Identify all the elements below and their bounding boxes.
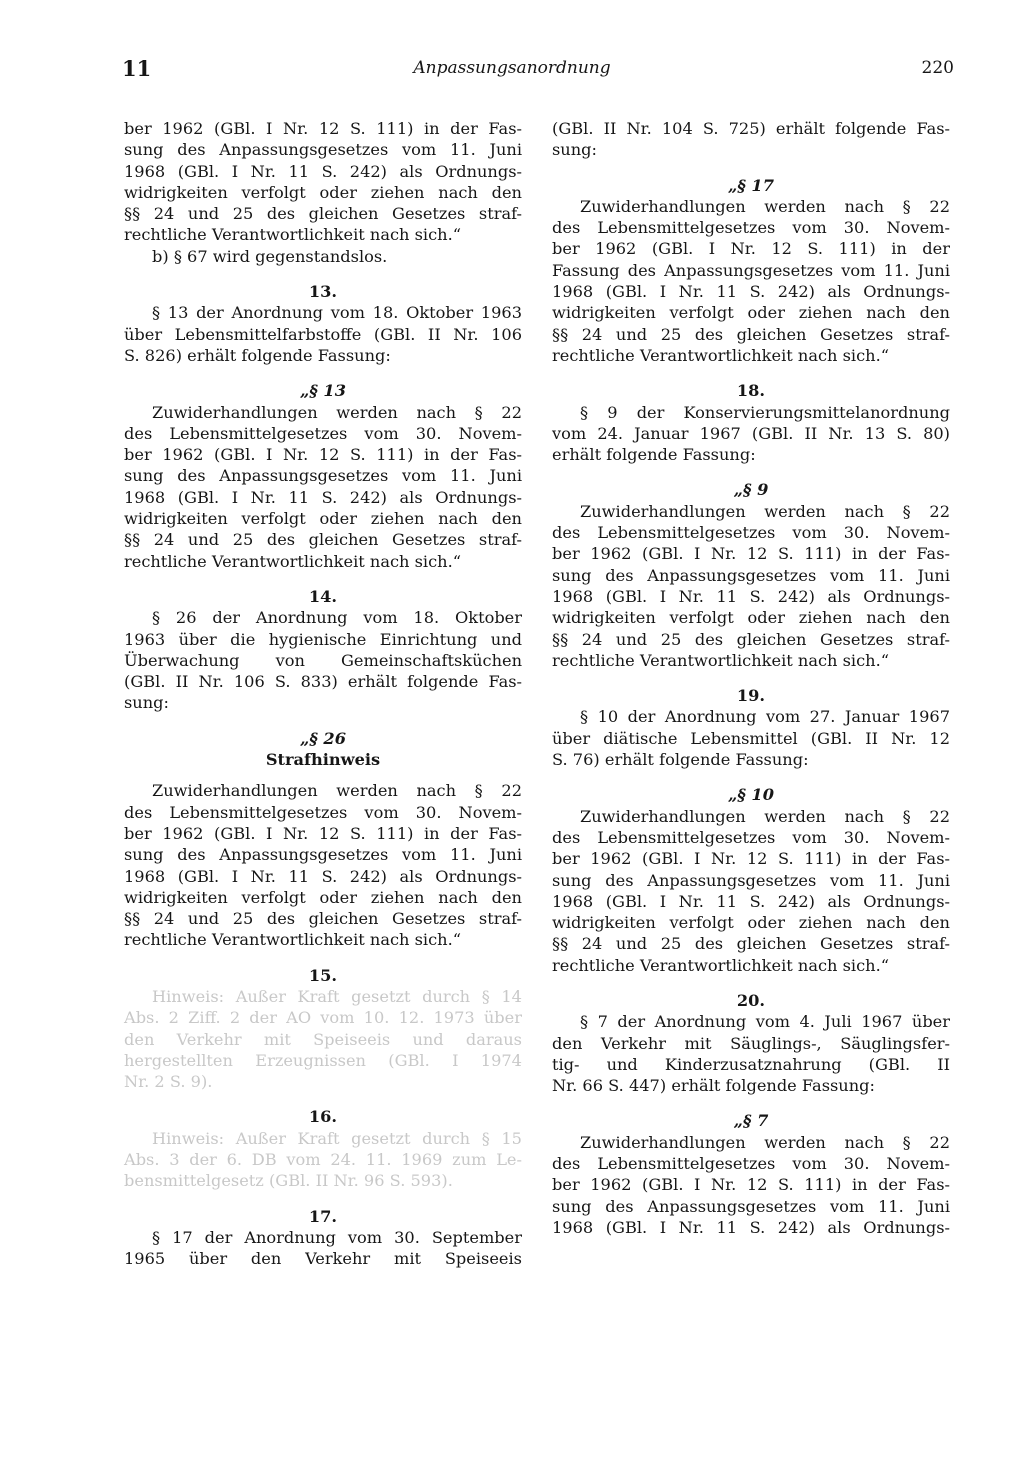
text-line: rechtliche Verantwortlichkeit nach sich.“ [124, 225, 462, 245]
text-line: ber 1962 (GBl. I Nr. 12 S. 111) in der Fas- [124, 119, 522, 138]
text-line: 1965 über den Verkehr mit Speiseeis [124, 1249, 522, 1269]
section-14-heading: „§ 26 [300, 728, 346, 748]
right-column [552, 118, 950, 1238]
text-line: §§ 24 und 25 des gleichen Gesetzes straf- [124, 204, 522, 224]
text-line: §§ 24 und 25 des gleichen Gesetzes straf- [552, 324, 950, 344]
text-line: §§ 24 und 25 des gleichen Gesetzes straf- [552, 629, 950, 649]
text-line: des Lebensmittelgesetzes vom 30. Novem- [124, 423, 522, 443]
text-line: sung des Anpassungsgesetzes vom 11. Juni [552, 870, 950, 890]
running-title: Anpassungsanordnung [413, 58, 611, 78]
section-14-text [124, 607, 522, 713]
text-line: § 9 der Konservierungsmittelanordnung [580, 402, 950, 422]
text-line: § 7 der Anordnung vom 4. Juli 1967 über [580, 1012, 950, 1032]
section-13-text [124, 302, 522, 366]
text-line: widrigkeiten verfolgt oder ziehen nach den [124, 182, 522, 202]
text-line: widrigkeiten verfolgt oder ziehen nach den [124, 509, 522, 529]
text-line: §§ 24 und 25 des gleichen Gesetzes straf- [124, 530, 522, 550]
text-line: widrigkeiten verfolgt oder ziehen nach den [552, 913, 950, 933]
text-line: § 17 der Anordnung vom 30. September [152, 1227, 522, 1247]
text-line: Zuwiderhandlungen werden nach § 22 [580, 501, 950, 521]
text-line: des Lebensmittelgesetzes vom 30. Novem- [552, 218, 950, 238]
section-18-heading: „§ 9 [733, 480, 769, 500]
text-line: ber 1962 (GBl. I Nr. 12 S. 111) in der Fas- [552, 1175, 950, 1195]
text-line: erhält folgende Fassung: [552, 445, 756, 465]
text-line: S. 76) erhält folgende Fassung: [552, 750, 809, 770]
text-line: ber 1962 (GBl. I Nr. 12 S. 111) in der Fas- [552, 544, 950, 564]
text-line: Hinweis: Außer Kraft gesetzt durch § 14 [152, 986, 522, 1006]
page-header [0, 56, 1024, 90]
right-intro [552, 118, 950, 161]
text-line: Zuwiderhandlungen werden nach § 22 [152, 781, 522, 801]
text-line: ber 1962 (GBl. I Nr. 12 S. 111) in der Fas- [124, 445, 522, 465]
intro-paragraph [124, 118, 522, 246]
text-line: sung: [124, 693, 169, 713]
section-14-subheading: Strafhinweis [265, 750, 381, 770]
text-line: sung: [552, 140, 597, 160]
text-line: den Verkehr mit Säuglings-, Säuglingsfer- [552, 1033, 950, 1053]
section-14-body [124, 780, 522, 950]
text-line: §§ 24 und 25 des gleichen Gesetzes straf- [124, 909, 522, 929]
section-16-note [124, 1128, 522, 1192]
section-13-body [124, 402, 522, 572]
text-line: 1968 (GBl. I Nr. 11 S. 242) als Ordnungs- [124, 866, 522, 886]
text-line: §§ 24 und 25 des gleichen Gesetzes straf- [552, 934, 950, 954]
text-line: 1968 (GBl. I Nr. 11 S. 242) als Ordnungs- [124, 161, 522, 181]
section-20-text [552, 1011, 950, 1096]
section-14-number: 14. [308, 586, 338, 606]
chapter-number: 11 [122, 56, 152, 81]
text-line: Zuwiderhandlungen werden nach § 22 [580, 1132, 950, 1152]
text-line: § 26 der Anordnung vom 18. Oktober [152, 608, 522, 628]
section-20-body [552, 1132, 950, 1238]
section-20-heading: „§ 7 [733, 1111, 769, 1131]
text-line: Nr. 2 S. 9). [124, 1072, 213, 1092]
text-line: sung des Anpassungsgesetzes vom 11. Juni [124, 466, 522, 486]
text-line: Zuwiderhandlungen werden nach § 22 [580, 196, 950, 216]
text-line: Zuwiderhandlungen werden nach § 22 [580, 806, 950, 826]
page-number: 220 [921, 58, 954, 78]
text-line: 1963 über die hygienische Einrichtung und [124, 629, 522, 649]
text-line: 1968 (GBl. I Nr. 11 S. 242) als Ordnungs- [552, 282, 950, 302]
text-line: über diätische Lebensmittel (GBl. II Nr. 12 [552, 728, 950, 748]
text-line: Nr. 66 S. 447) erhält folgende Fassung: [552, 1076, 875, 1096]
text-line: widrigkeiten verfolgt oder ziehen nach den [552, 608, 950, 628]
section-19-text [552, 706, 950, 770]
text-line: rechtliche Verantwortlichkeit nach sich.“ [552, 650, 890, 670]
text-line: widrigkeiten verfolgt oder ziehen nach den [124, 887, 522, 907]
text-line: rechtliche Verantwortlichkeit nach sich.“ [124, 551, 462, 571]
text-line: vom 24. Januar 1967 (GBl. II Nr. 13 S. 80) [552, 423, 950, 443]
text-line: sung des Anpassungsgesetzes vom 11. Juni [124, 845, 522, 865]
text-line: den Verkehr mit Speiseeis und daraus [124, 1029, 522, 1049]
section-18-body [552, 501, 950, 671]
text-line: Zuwiderhandlungen werden nach § 22 [152, 402, 522, 422]
text-line: ber 1962 (GBl. I Nr. 12 S. 111) in der Fas- [124, 823, 522, 843]
section-18-text [552, 402, 950, 466]
text-line: hergestellten Erzeugnissen (GBl. I 1974 [124, 1050, 522, 1070]
text-line: des Lebensmittelgesetzes vom 30. Novem- [552, 1154, 950, 1174]
text-line: des Lebensmittelgesetzes vom 30. Novem- [124, 802, 522, 822]
text-line: rechtliche Verantwortlichkeit nach sich.“ [124, 930, 462, 950]
text-line: 1968 (GBl. I Nr. 11 S. 242) als Ordnungs- [552, 1217, 950, 1237]
text-line: widrigkeiten verfolgt oder ziehen nach den [552, 303, 950, 323]
section-15-number: 15. [308, 965, 338, 985]
section-20-number: 20. [736, 990, 766, 1010]
section-18-number: 18. [736, 381, 766, 401]
section-17-body [552, 196, 950, 366]
text-line: 1968 (GBl. I Nr. 11 S. 242) als Ordnungs- [552, 891, 950, 911]
text-line: ber 1962 (GBl. I Nr. 12 S. 111) in der Fas- [552, 849, 950, 869]
text-line: ber 1962 (GBl. I Nr. 12 S. 111) in der [552, 239, 950, 259]
section-13-number: 13. [308, 282, 338, 302]
text-line: Abs. 3 der 6. DB vom 24. 11. 1969 zum Le- [124, 1150, 522, 1170]
section-17-number: 17. [308, 1206, 338, 1226]
text-line: rechtliche Verantwortlichkeit nach sich.“ [552, 955, 890, 975]
section-15-note [124, 986, 522, 1092]
section-19-number: 19. [736, 686, 766, 706]
text-line: S. 826) erhält folgende Fassung: [124, 345, 391, 365]
section-16-number: 16. [308, 1107, 338, 1127]
text-line: (GBl. II Nr. 106 S. 833) erhält folgende Fas- [124, 672, 522, 692]
section-13-heading: „§ 13 [300, 381, 346, 401]
text-line: über Lebensmittelfarbstoffe (GBl. II Nr. 106 [124, 324, 522, 344]
section-19-body [552, 806, 950, 976]
item-b: b) § 67 wird gegenstandslos. [152, 246, 388, 266]
section-17-text [124, 1227, 522, 1270]
text-line: Fassung des Anpassungsgesetzes vom 11. Juni [552, 260, 950, 280]
text-line: Abs. 2 Ziff. 2 der AO vom 10. 12. 1973 über [124, 1008, 522, 1028]
text-line: sung des Anpassungsgesetzes vom 11. Juni [124, 140, 522, 160]
text-line: § 10 der Anordnung vom 27. Januar 1967 [580, 707, 950, 727]
text-line: bensmittelgesetz (GBl. II Nr. 96 S. 593). [124, 1171, 453, 1191]
text-line: Hinweis: Außer Kraft gesetzt durch § 15 [152, 1128, 522, 1148]
text-line: des Lebensmittelgesetzes vom 30. Novem- [552, 523, 950, 543]
section-17-heading: „§ 17 [728, 175, 774, 195]
text-line: rechtliche Verantwortlichkeit nach sich.“ [552, 345, 890, 365]
text-line: 1968 (GBl. I Nr. 11 S. 242) als Ordnungs- [552, 586, 950, 606]
text-line: (GBl. II Nr. 104 S. 725) erhält folgende Fas- [552, 119, 950, 138]
text-line: tig- und Kinderzusatznahrung (GBl. II [552, 1054, 950, 1074]
text-line: 1968 (GBl. I Nr. 11 S. 242) als Ordnungs- [124, 487, 522, 507]
text-line: sung des Anpassungsgesetzes vom 11. Juni [552, 565, 950, 585]
section-19-heading: „§ 10 [728, 785, 774, 805]
text-line: sung des Anpassungsgesetzes vom 11. Juni [552, 1196, 950, 1216]
text-line: § 13 der Anordnung vom 18. Oktober 1963 [152, 303, 522, 323]
text-line: des Lebensmittelgesetzes vom 30. Novem- [552, 827, 950, 847]
text-line: Überwachung von Gemeinschaftsküchen [124, 650, 522, 670]
left-column [124, 118, 522, 1270]
